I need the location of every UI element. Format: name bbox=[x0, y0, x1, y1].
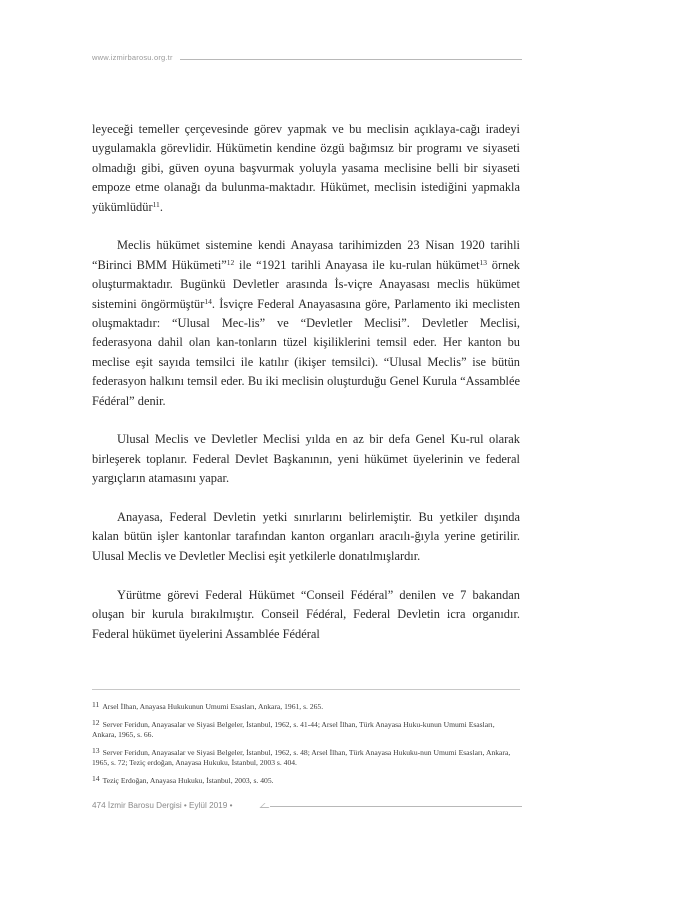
footnote-text: Server Feridun, Anayasalar ve Siyasi Belgeler, İstanbul, 1962, s. 48; Arsel İlhan, Türk Anayasa Hukuku-nun Umumi Esasları, Ankara, 1965, s. 72; Teziç erdoğan, Anayasa Hukuku, İstanbul, 2003 s. 404. bbox=[92, 747, 511, 767]
paragraph-text: Yürütme görevi Federal Hükümet “Conseil Fédéral” denilen ve 7 bakandan oluşan bir kurula bırakılmıştır. Conseil Fédéral, Federal Devletin icra organıdır. Federal hükümet üyelerini Assamblée Fédéral bbox=[92, 587, 520, 641]
paragraph-text: Meclis hükümet sistemine kendi Anayasa tarihimizden 23 Nisan 1920 tarihli “Birinci BMM Hükümeti” bbox=[92, 238, 520, 272]
footnote-number: 11 bbox=[92, 700, 100, 709]
paragraph-text: Anayasa, Federal Devletin yetki sınırlarını belirlemiştir. Bu yetkiler dışında kalan bütün işler kantonlar tarafından kanton organları aracılı-ğıyla yerine getirilir. Ulusal Meclis ve Devletler Meclisi eşit yetkilerle donatılmışlardır. bbox=[92, 510, 520, 563]
footnote-number: 13 bbox=[92, 745, 100, 755]
page-header bbox=[92, 53, 522, 67]
footer-journal-info: 474 İzmir Barosu Dergisi • Eylül 2019 • bbox=[92, 801, 233, 810]
paragraph-text: leyeceği temeller çerçevesinde görev yapmak ve bu meclisin açıklaya-cağı iradeyi uygulamakla görevlidir. Hükümetin kendine özgü bağımsız bir programı ve siyaseti olmadığı gibi, güven oyuna başvurmak yoluyla yasama meclisine belli bir siyaseti empoze etme olanağı da bulunma-maktadır. Hükümet, meclisin istediğini yapmakla yükümlüdür bbox=[92, 122, 520, 214]
paragraph-5 bbox=[92, 586, 520, 644]
footnote-ref: 13 bbox=[479, 257, 488, 267]
paragraph-2 bbox=[92, 236, 520, 411]
footnote-14 bbox=[92, 774, 520, 787]
paragraph-text: Ulusal Meclis ve Devletler Meclisi yılda en az bir defa Genel Ku-rul olarak birleşerek toplanır. Federal Devlet Başkanının, yeni hükümet üyelerinin ve federal yargıçların atamasını yapar. bbox=[92, 432, 520, 486]
footnote-ref: 12 bbox=[226, 257, 235, 267]
footnote-13 bbox=[92, 746, 520, 769]
paragraph-3 bbox=[92, 430, 520, 488]
paragraph-text: ile “1921 tarihli Anayasa ile ku-rulan hükümet bbox=[234, 257, 480, 272]
footnote-divider bbox=[92, 689, 520, 690]
page-footer bbox=[92, 801, 522, 815]
footnote-12 bbox=[92, 718, 520, 741]
footnote-number: 14 bbox=[92, 773, 100, 783]
paragraph-4 bbox=[92, 508, 520, 566]
paragraph-text: . bbox=[159, 199, 163, 214]
paragraph-1 bbox=[92, 120, 520, 217]
header-divider bbox=[180, 59, 522, 60]
footnote-ref: 14 bbox=[204, 296, 212, 306]
footnote-ref: 11 bbox=[152, 199, 160, 209]
body-text bbox=[92, 120, 520, 663]
footnote-number: 12 bbox=[92, 717, 100, 727]
footnote-text: Arsel İlhan, Anayasa Hukukunun Umumi Esasları, Ankara, 1961, s. 265. bbox=[102, 702, 324, 711]
paragraph-text: örnek oluşturmaktadır. Bugünkü Devletler arasında İs-viçre Anayasası meclis hükümet sistemini öngörmüştür bbox=[92, 257, 520, 311]
paragraph-text: . İsviçre Federal Anayasasına göre, Parlamento iki meclisten oluşmaktadır: “Ulusal Mec-lis” ve “Devletler Meclisi”. Devletler Meclisi, federasyona dahil olan kan-tonların tüzel kişiliklerini temsil eder. Her kanton bu meclise eşit sayıda temsilci ile katılır (ikişer temsilci). “Ulusal Meclis” ise bütün federasyon halkını temsil eder. Bu iki meclisin oluşturduğu Genel Kurula “Assamblée Fédéral” denir. bbox=[92, 296, 521, 408]
footnotes bbox=[92, 700, 520, 791]
header-url: www.izmirbarosu.org.tr bbox=[92, 53, 173, 62]
footnote-text: Teziç Erdoğan, Anayasa Hukuku, İstanbul, 2003, s. 405. bbox=[102, 775, 274, 785]
footnote-11 bbox=[92, 700, 520, 713]
footnote-text: Server Feridun, Anayasalar ve Siyasi Belgeler, İstanbul, 1962, s. 41-44; Arsel İlhan, Türk Anayasa Huku-kunun Umumi Esasları, Ankara, 1965, s. 66. bbox=[92, 719, 495, 739]
footer-divider bbox=[270, 806, 522, 807]
